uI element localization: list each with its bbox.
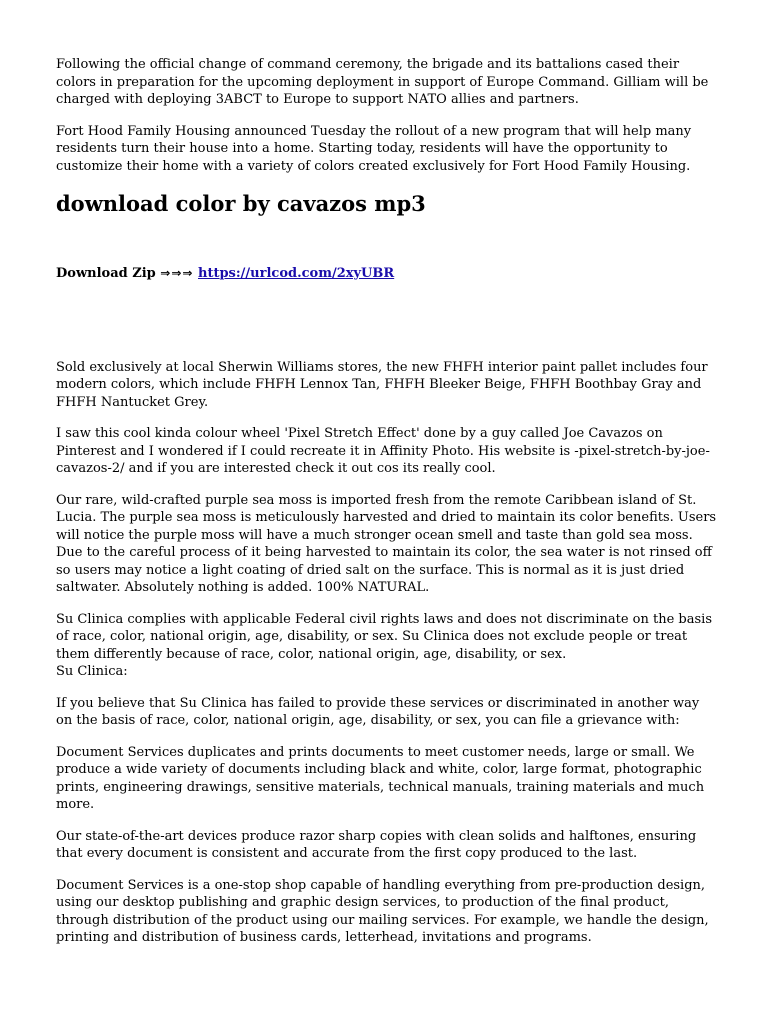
paragraph-one-stop-shop: Document Services is a one-stop shop capable of handling everything from pre-production design, using our desktop publishing and graphic design services, to production of the final product, through distribution of the product using our mailing services. For example, we handle the design, printing and distribution of business cards, letterhead, invitations and programs. [56, 877, 709, 945]
download-label: Download Zip [56, 266, 156, 281]
arrow-icons: ⇒⇒⇒ [160, 266, 194, 280]
paragraph-sea-moss: Our rare, wild-crafted purple sea moss is imported fresh from the remote Caribbean island of St. Lucia. The purple sea moss is meticulously harvested and dried to maintain its color benefits. Users will notice the purple moss will have a much stronger ocean smell and taste than gold sea moss. Due to the careful process of it being harvested to maintain its color, the sea water is not rinsed off so users may notice a light coating of dried salt on the surface. This is normal as it is just dried saltwater. Absolutely nothing is added. 100% NATURAL. [56, 492, 717, 595]
page-title: download color by cavazos mp3 [56, 191, 426, 216]
paragraph-pixel-stretch: I saw this cool kinda colour wheel 'Pixel Stretch Effect' done by a guy called Joe Cavazos on Pinterest and I wondered if I could recreate it in Affinity Photo. His website is -pixel-stretch-by-joe-cavazos-2/ and if you are interested check it out cos its really cool. [56, 426, 710, 476]
document-page [56, 56, 718, 961]
paragraph-nondiscrimination: Su Clinica complies with applicable Federal civil rights laws and does not discriminate on the basis of race, color, national origin, age, disability, or sex. Su Clinica does not exclude people or treat them differently because of race, color, national origin, age, disability, or sex. [56, 611, 712, 662]
paragraph-grievance: If you believe that Su Clinica has failed to provide these services or discriminated in another way on the basis of race, color, national origin, age, disability, or sex, you can file a grievance with: [56, 695, 700, 728]
download-line [56, 265, 718, 283]
paragraph-su-clinica-label: Su Clinica: [56, 664, 128, 679]
paragraph-devices: Our state-of-the-art devices produce razor sharp copies with clean solids and halftones, ensuring that every document is consistent and accurate from the first copy produced to the last. [56, 828, 697, 861]
paragraph-deployment: Following the official change of command ceremony, the brigade and its battalions cased their colors in preparation for the upcoming deployment in support of Europe Command. Gilliam will be charged with deploying 3ABCT to Europe to support NATO allies and partners. [56, 57, 709, 107]
paragraph-sherwin-williams: Sold exclusively at local Sherwin Williams stores, the new FHFH interior paint pallet includes four modern colors, which include FHFH Lennox Tan, FHFH Bleeker Beige, FHFH Boothbay Gray and FHFH Nantucket Grey. [56, 359, 708, 410]
paragraph-document-services: Document Services duplicates and prints documents to meet customer needs, large or small. We produce a wide variety of documents including black and white, color, large format, photographic prints, engineering drawings, sensitive materials, technical manuals, training materials and much more. [56, 744, 705, 812]
download-link[interactable]: https://urlcod.com/2xyUBR [198, 266, 395, 281]
paragraph-housing-program: Fort Hood Family Housing announced Tuesday the rollout of a new program that will help many residents turn their house into a home. Starting today, residents will have the opportunity to customize their home with a variety of colors created exclusively for Fort Hood Family Housing. [56, 123, 692, 174]
